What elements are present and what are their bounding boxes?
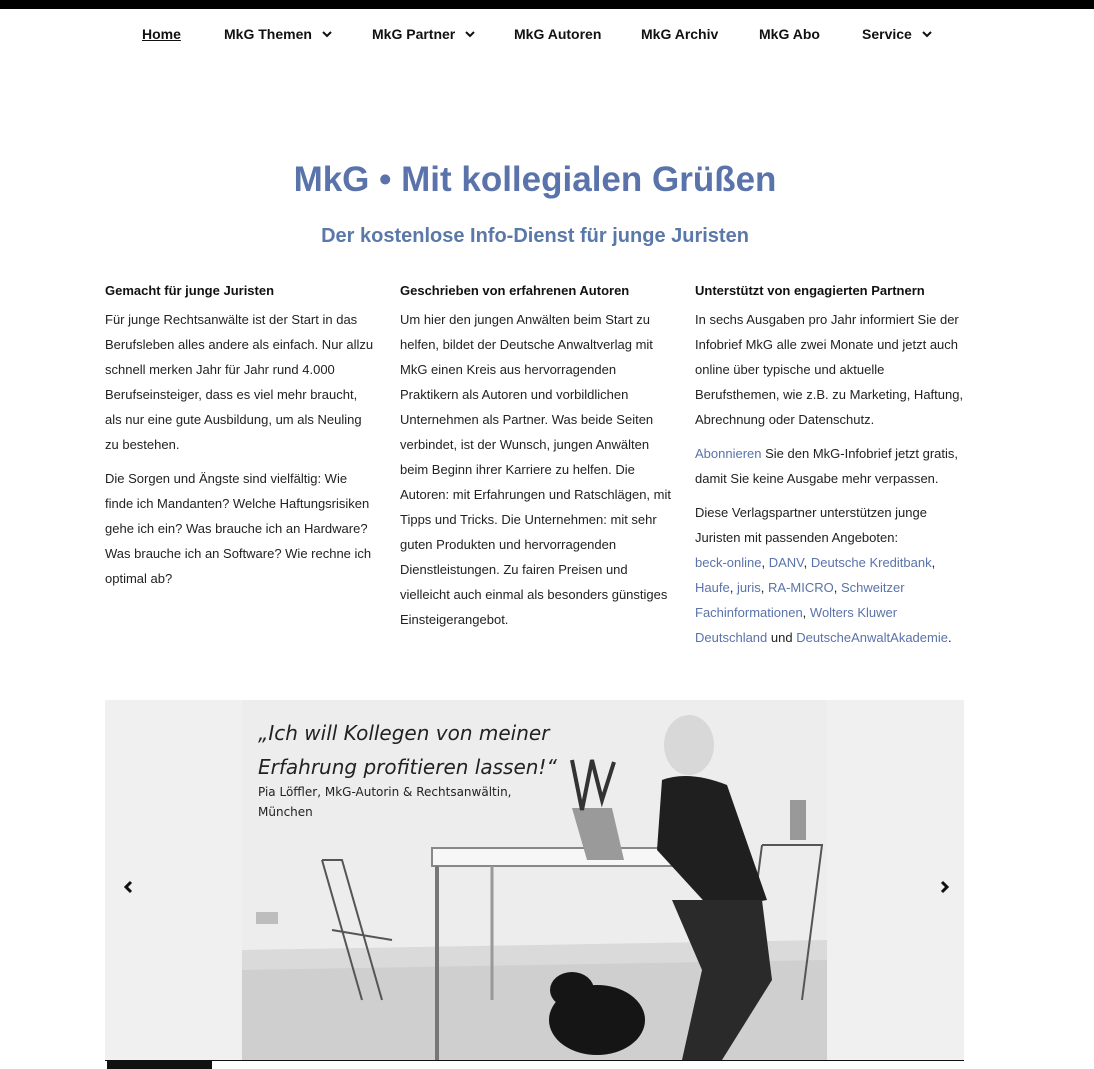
partner-link-anwaltakademie[interactable]: DeutscheAnwaltAkademie [796, 630, 948, 645]
nav-home[interactable]: Home [142, 26, 181, 42]
column-autoren [400, 283, 672, 641]
partner-link-haufe[interactable]: Haufe [695, 580, 730, 595]
section-divider [105, 1060, 964, 1061]
page-title: MkG • Mit kollegialen Grüßen [293, 160, 777, 199]
column-paragraph: In sechs Ausgaben pro Jahr informiert Sie der Infobrief MkG alle zwei Monate und jetzt auch online über typische und aktuelle Berufsthemen, wie z.B. zu Marketing, Haftung, Abrechnung oder Datenschutz. [695, 312, 964, 427]
slide-quote: „Ich will Kollegen von meiner Erfahrung profitieren lassen!“ [258, 721, 557, 779]
column-junge-juristen [105, 283, 377, 600]
nav-mkg-archiv[interactable]: MkG Archiv [641, 26, 719, 42]
nav-mkg-autoren[interactable]: MkG Autoren [514, 26, 602, 42]
section-tab [107, 1061, 212, 1069]
page-subtitle: Der kostenlose Info-Dienst für junge Juristen [321, 225, 749, 247]
main-navigation [0, 9, 1094, 59]
chevron-down-icon [922, 30, 932, 38]
partner-link-juris[interactable]: juris [736, 580, 761, 595]
chevron-left-icon [122, 880, 136, 894]
nav-mkg-themen[interactable]: MkG Themen [224, 26, 332, 42]
partner-link-beck-online[interactable]: beck-online [695, 555, 762, 570]
partner-link-deutsche-kreditbank[interactable]: Deutsche Kreditbank [810, 555, 932, 570]
abo-paragraph: Abonnieren Sie den MkG-Infobrief jetzt gratis, damit Sie keine Ausgabe mehr verpassen. [695, 446, 959, 486]
abonnieren-link[interactable]: Abonnieren [695, 446, 762, 461]
image-slider[interactable] [105, 700, 964, 1060]
column-heading: Unterstützt von engagierten Partnern [695, 283, 925, 298]
top-bar [0, 0, 1094, 9]
chevron-down-icon [322, 30, 332, 38]
partner-link-danv[interactable]: DANV [768, 555, 804, 570]
column-heading: Gemacht für junge Juristen [105, 283, 275, 298]
column-partner [695, 283, 967, 659]
partner-link-schweitzer[interactable]: Schweitzer Fachinformationen [695, 580, 905, 620]
column-paragraph: Für junge Rechtsanwälte ist der Start in das Berufsleben alles andere als einfach. Nur allzu schnell merken Jahr für Jahr rund 4.000 Berufseinsteiger, dass es viel mehr braucht, als nur eine gute Ausbildung, um als Neuling zu bestehen. [105, 312, 374, 452]
chevron-right-icon [937, 880, 951, 894]
nav-mkg-abo[interactable]: MkG Abo [759, 26, 820, 42]
slide-photo [242, 700, 827, 1060]
slider-prev-button[interactable] [122, 880, 136, 894]
column-paragraph: Um hier den jungen Anwälten beim Start zu helfen, bildet der Deutsche Anwaltverlag mit MkG einen Kreis aus hervorragenden Praktikern als Autoren und vorbildlichen Unternehmen als Partner. Was beide Seiten verbindet, ist der Wunsch, jungen Anwälten beim Beginn ihrer Karriere zu helfen. Die Autoren: mit Erfahrungen und Ratschlägen, mit Tipps und Tricks. Die Unternehmen: mit sehr guten Produkten und hervorragenden Dienstleistungen. Zu fairen Preisen und vielleicht auch einmal als besonders günstiges Einsteigerangebot. [400, 312, 671, 627]
nav-service[interactable]: Service [862, 26, 932, 42]
partner-link-ra-micro[interactable]: RA-MICRO [768, 580, 834, 595]
column-heading: Geschrieben von erfahrenen Autoren [400, 283, 630, 298]
column-paragraph: Die Sorgen und Ängste sind vielfältig: Wie finde ich Mandanten? Welche Haftungsrisiken gehe ich ein? Was brauche ich an Hardware? Was brauche ich an Software? Wie rechne ich optimal ab? [105, 471, 372, 586]
chevron-down-icon [465, 30, 475, 38]
nav-mkg-partner[interactable]: MkG Partner [372, 26, 475, 42]
partners-paragraph: Diese Verlagspartner unterstützen junge Juristen mit passenden Angeboten: beck-online, DANV, Deutsche Kreditbank, Haufe, juris, RA-MICRO, Schweitzer Fachinformationen, Wolters Kluwer Deutschland und DeutscheAnwaltAkademie. [695, 505, 952, 645]
slider-next-button[interactable] [937, 880, 951, 894]
partner-link-wolters-kluwer[interactable]: Wolters Kluwer Deutschland [695, 605, 898, 645]
slide-caption: Pia Löffler, MkG-Autorin & Rechtsanwältin, München [258, 785, 512, 819]
